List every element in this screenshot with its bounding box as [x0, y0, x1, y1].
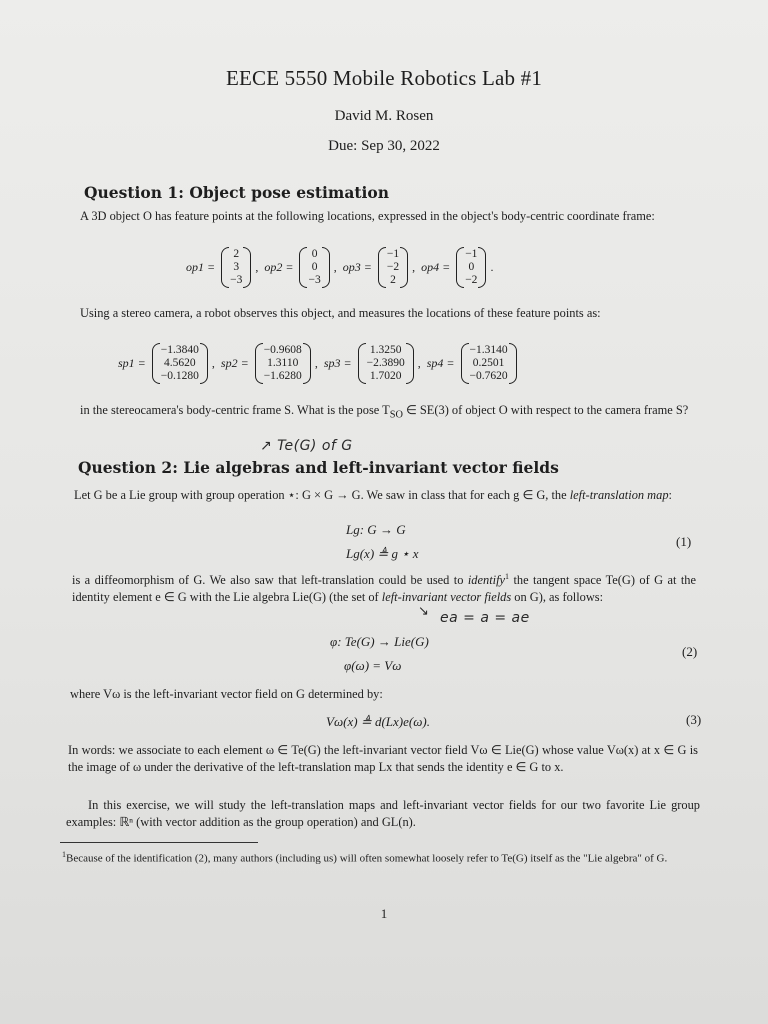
due-date: Due: Sep 30, 2022: [328, 138, 440, 154]
object-points-row: op1 = 2 3 −3 , op2 = 0 0 −3 , op3 = −1 −2 2 , op4 = −1 0 −2 .: [186, 248, 494, 286]
q2-paragraph-5: In this exercise, we will study the left-translation maps and left-invariant vector fields for our two favorite Lie group examples: ℝⁿ (with vector addition as the group operation) and GL(n).: [66, 798, 700, 829]
sp4-label: sp4 =: [426, 356, 455, 370]
sp3-vector: 1.3250 −2.3890 1.7020: [358, 344, 414, 383]
q1-question: in the stereocamera's body-centric frame S. What is the pose $T_{SO}$ ∈ SE(3) of object O with respect to the camera frame S?: [80, 403, 689, 421]
q1-stereo-text: Using a stereo camera, a robot observes this object, and measures the locations of these feature points as:: [80, 306, 601, 320]
eq1-line2: Lg(x) ≜ g ⋆ x: [346, 546, 419, 561]
sp1-label: sp1 =: [118, 356, 146, 370]
sp3-label: sp3 =: [323, 356, 352, 370]
handwritten-note-tangent-space: ↗ Te(G) of G: [260, 438, 353, 454]
eq2-number: (2): [682, 644, 698, 659]
q1-heading: Question 1: Object pose estimation: [84, 183, 390, 202]
op1-label: op1 =: [186, 260, 216, 274]
sp2-label: sp2 =: [220, 356, 249, 370]
q2-paragraph-4: In words: we associate to each element ω ∈ Te(G) the left-invariant vector field Vω ∈ Lie(G) whose value Vω(x) at x ∈ G is the image of ω under the derivative of the left-translation map Lx that sends the identity e ∈ G to x.: [68, 743, 698, 774]
eq2-line2: φ(ω) = Vω: [344, 658, 402, 673]
sp1-vector: −1.3840 4.5620 −0.1280: [152, 344, 208, 383]
document-title: EECE 5550 Mobile Robotics Lab #1: [225, 66, 543, 90]
handwritten-arrow: ↘: [418, 604, 430, 619]
op2-label: op2 =: [264, 260, 294, 274]
q2-paragraph-1: Let G be a Lie group with group operation ⋆: G × G → G. We saw in class that for each g ∈ G, the left-translation map:: [74, 488, 672, 502]
op1-vector: 2 3 −3: [221, 248, 251, 287]
q1-intro: A 3D object O has feature points at the following locations, expressed in the object's body-centric coordinate frame:: [80, 209, 655, 223]
page-number: 1: [380, 906, 388, 921]
op2-vector: 0 0 −3: [299, 248, 329, 287]
q2-paragraph-3: where Vω is the left-invariant vector field on G determined by:: [70, 687, 383, 701]
sp4-vector: −1.3140 0.2501 −0.7620: [461, 344, 517, 383]
eq1-line1: Lg: G → G: [346, 522, 406, 537]
q2-heading: Question 2: Lie algebras and left-invariant vector fields: [78, 458, 559, 477]
handwritten-note-identity: ea = a = ae: [440, 610, 530, 626]
footnote: $^1$Because of the identification (2), many authors (including us) will often somewhat loosely refer to Te(G) itself as the "Lie algebra" of G.: [62, 850, 668, 865]
op3-vector: −1 −2 2: [378, 248, 408, 287]
op4-label: op4 =: [421, 260, 451, 274]
author-name: David M. Rosen: [334, 108, 434, 124]
op4-vector: −1 0 −2: [456, 248, 486, 287]
eq1-number: (1): [676, 534, 692, 549]
footnote-divider: [60, 842, 258, 843]
q2-paragraph-2: is a diffeomorphism of G. We also saw that left-translation could be used to identify$^1$ the tangent space Te(G) of G at the identity element e ∈ G with the Lie algebra Lie(G) (the set of left-invariant vector fields on G), as follows:: [72, 572, 696, 605]
sp2-vector: −0.9608 1.3110 −1.6280: [255, 344, 311, 383]
eq3-number: (3): [686, 712, 702, 727]
op3-label: op3 =: [342, 260, 372, 274]
stereo-points-row: sp1 = −1.3840 4.5620 −0.1280 , sp2 = −0.9608 1.3110 −1.6280 , sp3 = 1.3250 −2.3890 1.7020 , sp4 = −1.3140 0.2501 −0.7620: [118, 344, 521, 383]
eq2-line1: φ: Te(G) → Lie(G): [330, 634, 429, 649]
eq3: Vω(x) ≜ d(Lx)e(ω).: [326, 714, 430, 729]
